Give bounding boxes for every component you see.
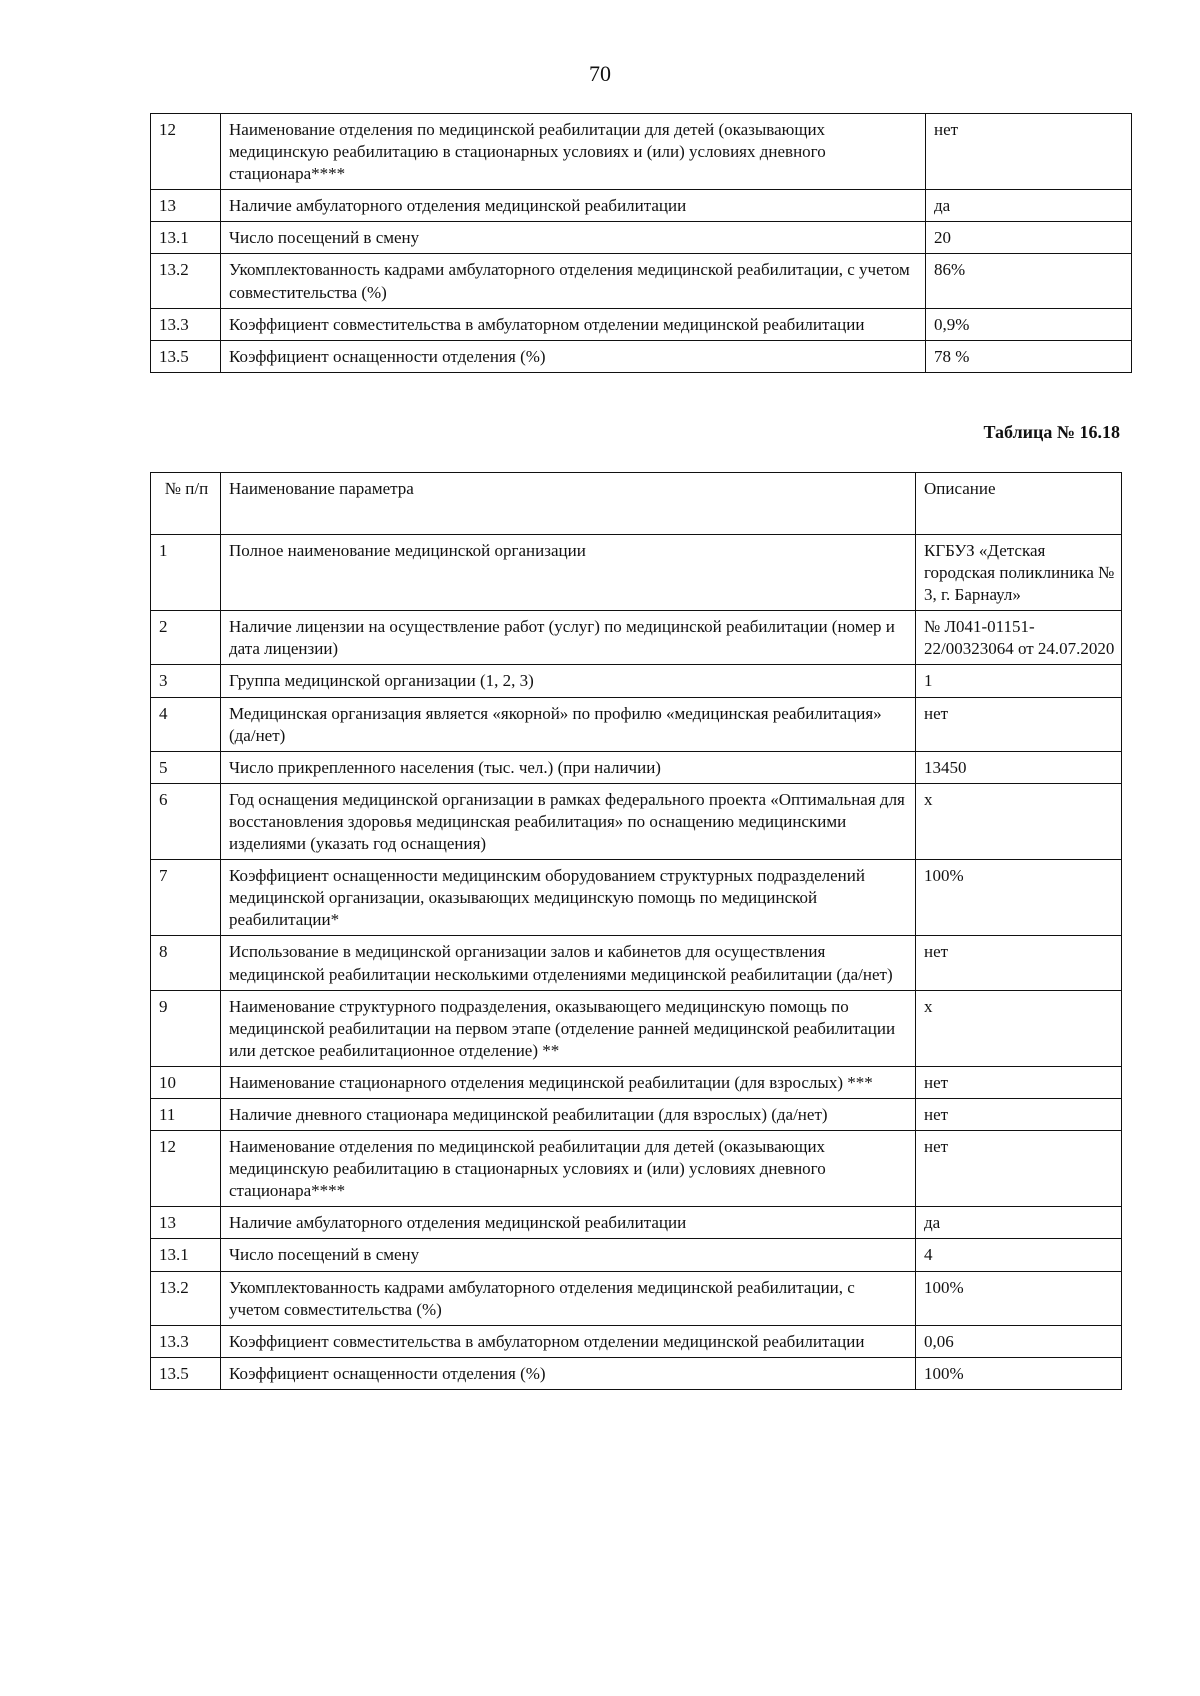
row-value-cell: нет (916, 1066, 1122, 1098)
row-parameter-cell: Укомплектованность кадрами амбулаторного отделения медицинской реабилитации, с учетом совместительства (%) (221, 1271, 916, 1325)
table-row (151, 1066, 1122, 1098)
row-value-cell: № Л041-01151-22/00323064 от 24.07.2020 (916, 611, 1122, 665)
row-value-cell: да (926, 190, 1132, 222)
row-parameter-cell: Наименование отделения по медицинской реабилитации для детей (оказывающих медицинскую реабилитацию в стационарных условиях и (или) условиях дневного стационара**** (221, 1131, 916, 1207)
table-row (151, 751, 1122, 783)
row-value-cell: 78 % (926, 340, 1132, 372)
row-number-cell: 8 (151, 936, 221, 990)
row-value-cell: нет (916, 936, 1122, 990)
table-caption: Таблица № 16.18 (983, 422, 1120, 442)
continuation-table (150, 113, 1132, 373)
row-value-cell: 13450 (916, 751, 1122, 783)
table-row (151, 1325, 1122, 1357)
row-number-cell: 1 (151, 535, 221, 611)
row-parameter-cell: Коэффициент оснащенности медицинским оборудованием структурных подразделений медицинской организации, оказывающих медицинскую помощь по медицинской реабилитации* (221, 860, 916, 936)
row-parameter-cell: Коэффициент оснащенности отделения (%) (221, 340, 926, 372)
row-number-cell: 13.5 (151, 1357, 221, 1389)
row-number-cell: 10 (151, 1066, 221, 1098)
row-value-cell: 0,9% (926, 308, 1132, 340)
row-value-cell: 20 (926, 222, 1132, 254)
header-param: Наименование параметра (221, 473, 916, 535)
row-number-cell: 13.3 (151, 1325, 221, 1357)
row-number-cell: 3 (151, 665, 221, 697)
table-row (151, 936, 1122, 990)
row-parameter-cell: Год оснащения медицинской организации в рамках федерального проекта «Оптимальная для восстановления здоровья медицинская реабилитация» по оснащению медицинскими изделиями (указать год оснащения) (221, 783, 916, 859)
row-parameter-cell: Наименование стационарного отделения медицинской реабилитации (для взрослых) *** (221, 1066, 916, 1098)
row-parameter-cell: Коэффициент совместительства в амбулаторном отделении медицинской реабилитации (221, 1325, 916, 1357)
row-number-cell: 7 (151, 860, 221, 936)
row-parameter-cell: Наличие амбулаторного отделения медицинской реабилитации (221, 190, 926, 222)
table-row (151, 783, 1122, 859)
row-number-cell: 12 (151, 114, 221, 190)
row-value-cell: 0,06 (916, 1325, 1122, 1357)
table-row (151, 1271, 1122, 1325)
row-parameter-cell: Коэффициент оснащенности отделения (%) (221, 1357, 916, 1389)
table-row (151, 222, 1132, 254)
table-row (151, 697, 1122, 751)
row-value-cell: да (916, 1207, 1122, 1239)
row-number-cell: 6 (151, 783, 221, 859)
table-row (151, 308, 1132, 340)
row-number-cell: 13.5 (151, 340, 221, 372)
row-number-cell: 11 (151, 1098, 221, 1130)
table-row (151, 1207, 1122, 1239)
row-value-cell: 4 (916, 1239, 1122, 1271)
table-row (151, 665, 1122, 697)
table-header-row (151, 473, 1122, 535)
row-parameter-cell: Полное наименование медицинской организации (221, 535, 916, 611)
table-row (151, 190, 1132, 222)
row-value-cell: х (916, 783, 1122, 859)
row-value-cell: нет (916, 1098, 1122, 1130)
row-number-cell: 12 (151, 1131, 221, 1207)
row-number-cell: 13 (151, 1207, 221, 1239)
row-parameter-cell: Наличие лицензии на осуществление работ (услуг) по медицинской реабилитации (номер и дата лицензии) (221, 611, 916, 665)
table-row (151, 254, 1132, 308)
row-value-cell: 100% (916, 860, 1122, 936)
header-num: № п/п (151, 473, 221, 535)
row-value-cell: нет (916, 697, 1122, 751)
row-value-cell: 100% (916, 1357, 1122, 1389)
row-number-cell: 9 (151, 990, 221, 1066)
row-parameter-cell: Укомплектованность кадрами амбулаторного отделения медицинской реабилитации, с учетом совместительства (%) (221, 254, 926, 308)
parameters-table-body (151, 535, 1122, 1390)
row-parameter-cell: Использование в медицинской организации залов и кабинетов для осуществления медицинской реабилитации несколькими отделениями медицинской реабилитации (да/нет) (221, 936, 916, 990)
row-value-cell: нет (926, 114, 1132, 190)
table-row (151, 535, 1122, 611)
parameters-table (150, 472, 1122, 1390)
row-value-cell: КГБУЗ «Детская городская поликлиника № 3, г. Барнаул» (916, 535, 1122, 611)
page-number: 70 (589, 61, 611, 86)
row-parameter-cell: Медицинская организация является «якорной» по профилю «медицинская реабилитация» (да/нет) (221, 697, 916, 751)
row-number-cell: 4 (151, 697, 221, 751)
table-row (151, 114, 1132, 190)
row-value-cell: х (916, 990, 1122, 1066)
row-parameter-cell: Наличие амбулаторного отделения медицинской реабилитации (221, 1207, 916, 1239)
table-row (151, 990, 1122, 1066)
row-value-cell: 100% (916, 1271, 1122, 1325)
row-number-cell: 13.2 (151, 1271, 221, 1325)
row-value-cell: 86% (926, 254, 1132, 308)
row-number-cell: 13.3 (151, 308, 221, 340)
row-parameter-cell: Число прикрепленного населения (тыс. чел.) (при наличии) (221, 751, 916, 783)
table-row (151, 1239, 1122, 1271)
row-number-cell: 2 (151, 611, 221, 665)
row-number-cell: 13.2 (151, 254, 221, 308)
row-value-cell: нет (916, 1131, 1122, 1207)
row-value-cell: 1 (916, 665, 1122, 697)
header-value: Описание (916, 473, 1122, 535)
table-row (151, 860, 1122, 936)
row-number-cell: 5 (151, 751, 221, 783)
table-row (151, 1357, 1122, 1389)
row-parameter-cell: Наличие дневного стационара медицинской реабилитации (для взрослых) (да/нет) (221, 1098, 916, 1130)
row-parameter-cell: Число посещений в смену (221, 1239, 916, 1271)
continuation-table-body (151, 114, 1132, 373)
row-number-cell: 13.1 (151, 222, 221, 254)
table-row (151, 1098, 1122, 1130)
table-row (151, 1131, 1122, 1207)
row-parameter-cell: Число посещений в смену (221, 222, 926, 254)
row-parameter-cell: Наименование структурного подразделения, оказывающего медицинскую помощь по медицинской реабилитации на первом этапе (отделение ранней медицинской реабилитации или детское реабилитационное отделение) ** (221, 990, 916, 1066)
row-number-cell: 13.1 (151, 1239, 221, 1271)
row-parameter-cell: Наименование отделения по медицинской реабилитации для детей (оказывающих медицинскую реабилитацию в стационарных условиях и (или) условиях дневного стационара**** (221, 114, 926, 190)
table-row (151, 611, 1122, 665)
row-number-cell: 13 (151, 190, 221, 222)
row-parameter-cell: Коэффициент совместительства в амбулаторном отделении медицинской реабилитации (221, 308, 926, 340)
row-parameter-cell: Группа медицинской организации (1, 2, 3) (221, 665, 916, 697)
table-row (151, 340, 1132, 372)
